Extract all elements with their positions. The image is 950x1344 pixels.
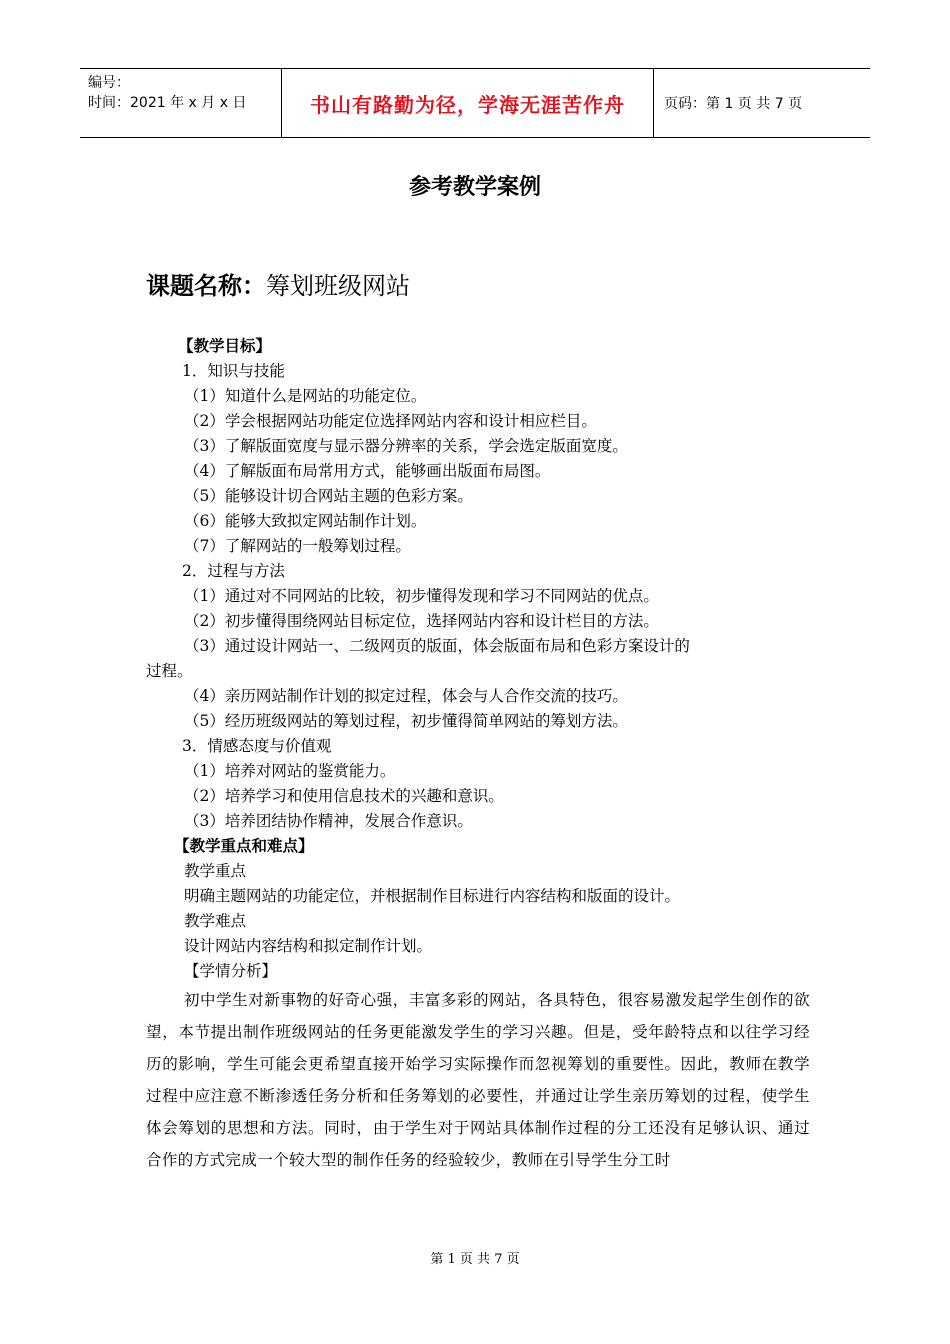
section-heading-keypoints: 【教学重点和难点】	[174, 837, 314, 855]
subsection-title: 3．情感态度与价值观	[182, 737, 332, 755]
list-item: （4）了解版面布局常用方式，能够画出版面布局图。	[184, 462, 551, 480]
list-item: （6）能够大致拟定网站制作计划。	[184, 512, 427, 530]
header-meta	[80, 69, 281, 137]
section-heading-goals: 【教学目标】	[178, 337, 272, 355]
header-motto: 书山有路勤为径，学海无涯苦作舟	[281, 69, 654, 137]
list-item: （2）学会根据网站功能定位选择网站内容和设计相应栏目。	[184, 412, 597, 430]
list-item: （3）通过设计网站一、二级网页的版面，体会版面布局和色彩方案设计的	[184, 637, 690, 655]
document-body	[146, 334, 810, 1176]
header-time: 时间：2021 年 x 月 x 日	[88, 95, 247, 111]
focus-label: 教学重点	[184, 862, 247, 880]
list-item: （2）培养学习和使用信息技术的兴趣和意识。	[184, 787, 504, 805]
list-item: （1）知道什么是网站的功能定位。	[184, 387, 427, 405]
header-page-number: 页码：第 1 页 共 7 页	[664, 96, 803, 112]
list-item: （3）了解版面宽度与显示器分辨率的关系，学会选定版面宽度。	[184, 437, 628, 455]
subsection-title: 2．过程与方法	[182, 562, 285, 580]
list-item: （2）初步懂得围绕网站目标定位，选择网站内容和设计栏目的方法。	[184, 612, 659, 630]
list-item: （7）了解网站的一般筹划过程。	[184, 537, 411, 555]
difficulty-label: 教学难点	[184, 912, 247, 930]
list-item: （4）亲历网站制作计划的拟定过程，体会与人合作交流的技巧。	[184, 687, 628, 705]
list-item: （5）经历班级网站的筹划过程，初步懂得简单网站的筹划方法。	[184, 712, 628, 730]
analysis-paragraph: 初中学生对新事物的好奇心强，丰富多彩的网站，各具特色，很容易激发起学生创作的欲望，本节提出制作班级网站的任务更能激发学生的学习兴趣。但是，受年龄特点和以往学习经历的影响，学生可能会更希望直接开始学习实际操作而忽视筹划的重要性。因此，教师在教学过程中应注意不断渗透任务分析和任务筹划的必要性，并通过让学生亲历筹划的过程，使学生体会筹划的思想和方法。同时，由于学生对于网站具体制作过程的分工还没有足够认识、通过合作的方式完成一个较大型的制作任务的经验较少，教师在引导学生分工时	[146, 991, 810, 1169]
focus-text: 明确主题网站的功能定位，并根据制作目标进行内容结构和版面的设计。	[184, 887, 681, 905]
list-item: （1）通过对不同网站的比较，初步懂得发现和学习不同网站的优点。	[184, 587, 659, 605]
header-number: 编号：	[88, 75, 130, 91]
list-item: （5）能够设计切合网站主题的色彩方案。	[184, 487, 473, 505]
difficulty-text: 设计网站内容结构和拟定制作计划。	[184, 937, 433, 955]
document-title: 参考教学案例	[408, 175, 541, 200]
list-item: （3）培养团结协作精神，发展合作意识。	[184, 812, 473, 830]
page-footer: 第 1 页 共 7 页	[430, 1252, 520, 1267]
topic-value: 筹划班级网站	[266, 272, 410, 300]
topic-label: 课题名称：	[146, 272, 266, 300]
topic-line	[146, 266, 410, 301]
list-item-continuation: 过程。	[146, 662, 193, 680]
page-header	[80, 68, 870, 138]
subsection-title: 1．知识与技能	[182, 362, 285, 380]
list-item: （1）培养对网站的鉴赏能力。	[184, 762, 396, 780]
section-heading-analysis: 【学情分析】	[184, 962, 278, 980]
